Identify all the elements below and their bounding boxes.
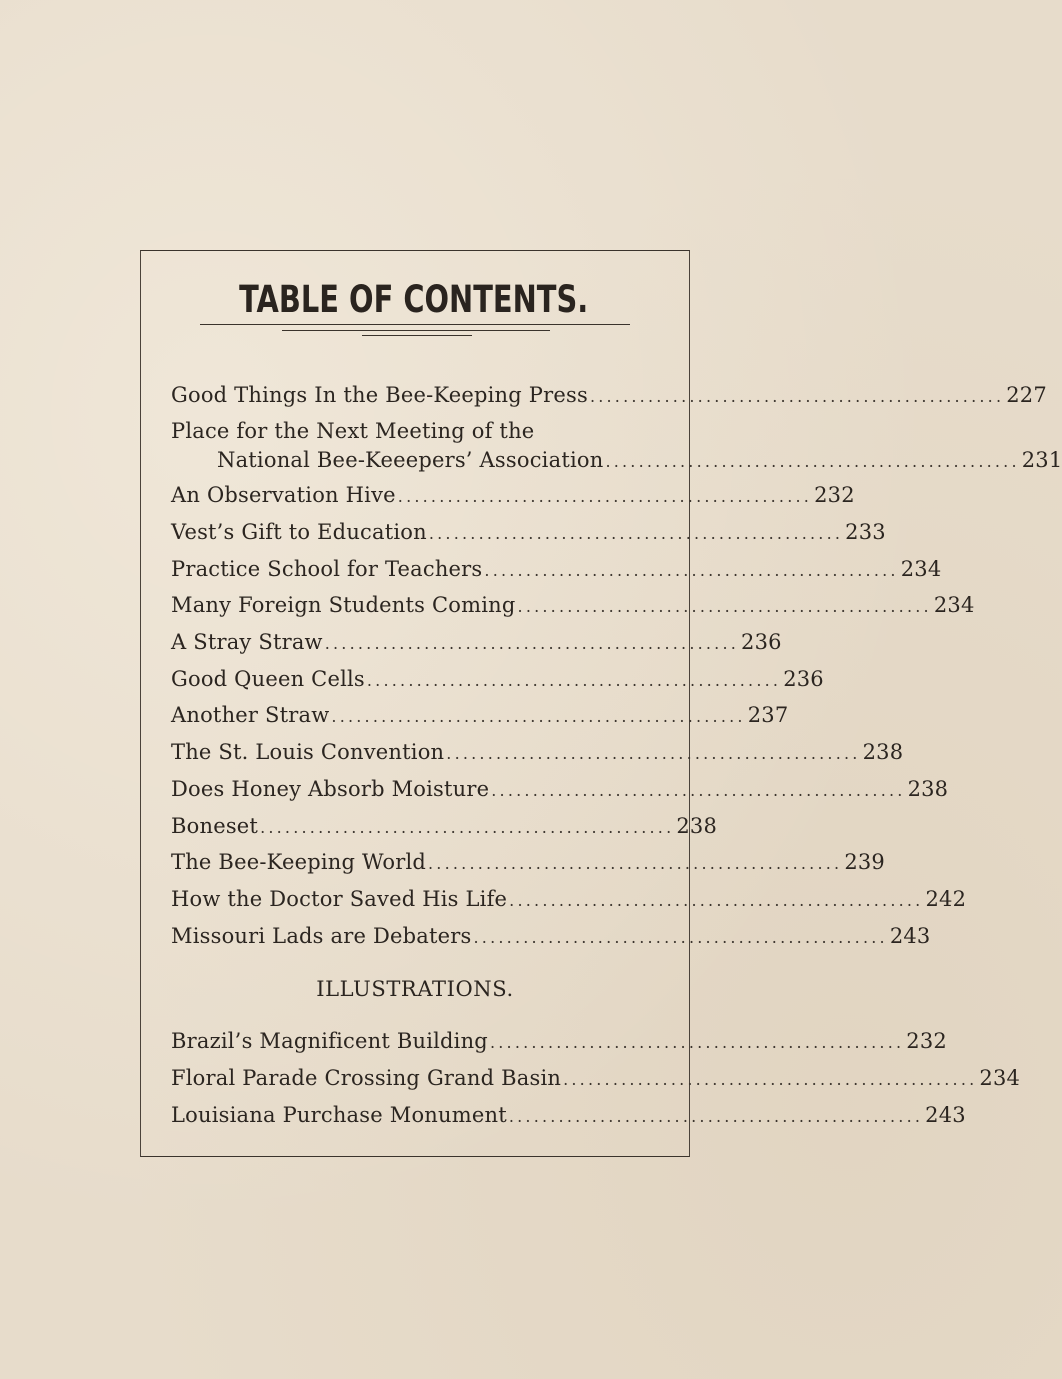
illustration-entry (171, 1026, 947, 1056)
illustration-entry-page: 243 (925, 1103, 966, 1127)
page-title: TABLE OF CONTENTS. (239, 278, 589, 321)
toc-entry-page: 227 (1006, 383, 1047, 407)
toc-entry-page: 243 (889, 924, 931, 948)
toc-entry-page: 239 (844, 850, 885, 874)
title-rule-middle (282, 330, 550, 331)
leader-dots: .................................................. (428, 524, 844, 543)
illustration-entry-page: 234 (979, 1066, 1021, 1090)
title-rule (200, 324, 630, 325)
toc-entry-title: A Stray Straw (171, 630, 323, 654)
leader-dots: .................................................. (260, 818, 675, 837)
toc-entry (171, 480, 855, 510)
toc-entry-page: 237 (747, 703, 789, 727)
leader-dots: .................................................. (563, 1070, 978, 1089)
toc-entry-title: How the Doctor Saved His Life (171, 887, 508, 911)
toc-entry-title: National Bee-Keeepers’ Association (217, 448, 604, 472)
toc-entry-title: Vest’s Gift to Education (171, 520, 427, 544)
toc-entry-page: 232 (814, 483, 855, 507)
leader-dots: .................................................. (589, 387, 1005, 406)
toc-entry-page: 233 (845, 520, 886, 544)
toc-entry (171, 380, 1047, 410)
toc-entry-title: An Observation Hive (171, 483, 396, 507)
illustration-entry-page: 232 (906, 1029, 947, 1053)
illustrations-heading: ILLUSTRATIONS. (316, 977, 514, 1001)
leader-dots: .................................................. (605, 452, 1020, 471)
leader-dots: .................................................. (397, 487, 813, 506)
toc-entry-page: 238 (862, 740, 904, 764)
toc-entry-page: 236 (783, 667, 824, 691)
illustration-entry (171, 1100, 966, 1130)
toc-entry-title: Another Straw (171, 703, 330, 727)
illustration-entry-title: Louisiana Purchase Monument (171, 1103, 507, 1127)
toc-entry (171, 811, 718, 841)
leader-dots: .................................................. (324, 634, 740, 653)
toc-entry (171, 921, 931, 951)
leader-dots: .................................................. (473, 928, 888, 947)
leader-dots: .................................................. (446, 744, 861, 763)
leader-dots: .................................................. (517, 597, 932, 616)
toc-entry-page: 238 (676, 814, 718, 838)
toc-entry (171, 627, 782, 657)
leader-dots: .................................................. (491, 781, 906, 800)
toc-entry-title: The Bee-Keeping World (171, 850, 427, 874)
leader-dots: .................................................. (484, 561, 899, 580)
toc-entry-page: 234 (900, 557, 942, 581)
illustration-entry-title: Brazil’s Magnificent Building (171, 1029, 488, 1053)
toc-entry-title: Missouri Lads are Debaters (171, 924, 472, 948)
toc-entry-title: Does Honey Absorb Moisture (171, 777, 490, 801)
toc-entry-title-lead: Place for the Next Meeting of the (171, 419, 535, 443)
toc-entry (171, 517, 886, 547)
toc-entry-title: The St. Louis Convention (171, 740, 445, 764)
toc-entry-page: 236 (741, 630, 782, 654)
illustration-entry (171, 1063, 1021, 1093)
leader-dots: .................................................. (366, 671, 782, 690)
toc-entry (171, 884, 967, 914)
leader-dots: .................................................. (428, 854, 843, 873)
toc-entry-title: Good Queen Cells (171, 667, 365, 691)
leader-dots: .................................................. (331, 707, 746, 726)
title-rule-short (362, 335, 472, 336)
toc-entry (171, 847, 885, 877)
toc-entry (171, 664, 824, 694)
leader-dots: .................................................. (508, 1107, 924, 1126)
leader-dots: .................................................. (509, 891, 924, 910)
toc-entry-page: 234 (933, 593, 975, 617)
toc-entry (217, 445, 1062, 475)
toc-entry-title: Boneset (171, 814, 259, 838)
illustration-entry-title: Floral Parade Crossing Grand Basin (171, 1066, 562, 1090)
toc-entry-page: 242 (925, 887, 967, 911)
toc-entry (171, 554, 942, 584)
toc-entry (171, 590, 975, 620)
toc-entry (171, 774, 949, 804)
toc-entry-title: Good Things In the Bee-Keeping Press (171, 383, 588, 407)
toc-entry (171, 700, 789, 730)
toc-entry-page: 231 (1021, 448, 1062, 472)
toc-entry (171, 737, 904, 767)
leader-dots: .................................................. (489, 1033, 905, 1052)
toc-entry-page: 238 (907, 777, 949, 801)
toc-entry-title: Practice School for Teachers (171, 557, 483, 581)
toc-entry-title: Many Foreign Students Coming (171, 593, 516, 617)
